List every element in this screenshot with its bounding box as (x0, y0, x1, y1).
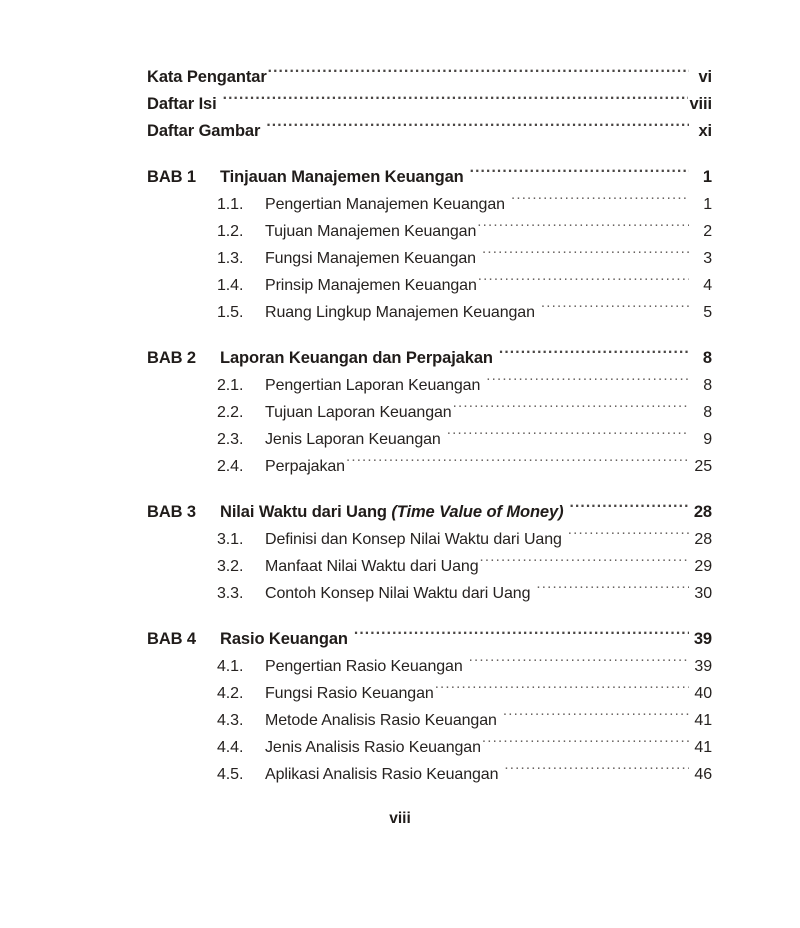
chapter-title (220, 164, 469, 191)
chapter-number: BAB 4 (147, 630, 197, 648)
chapter-page-number: 39 (693, 630, 712, 648)
section-title: Ruang Lingkup Manajemen Keuangan (265, 304, 535, 321)
section-page-number: 5 (703, 304, 712, 321)
front-matter-list (147, 64, 712, 145)
toc-chapter-entry[interactable] (147, 626, 712, 653)
toc-section-entry[interactable] (147, 761, 712, 788)
chapter-title-main: Rasio Keuangan (220, 630, 348, 648)
section-page-number: 40 (694, 685, 712, 702)
chapter-number: BAB 3 (147, 503, 197, 521)
toc-section-entry[interactable] (147, 299, 712, 326)
chapter-group (147, 164, 712, 326)
dot-leader (268, 66, 689, 83)
section-title: Definisi dan Konsep Nilai Waktu dari Uang (265, 531, 562, 548)
chapter-group (147, 345, 712, 480)
section-title: Metode Analisis Rasio Keuangan (265, 712, 497, 729)
chapter-page-number: 28 (693, 503, 712, 521)
dot-leader (504, 763, 689, 779)
toc-section-entry[interactable] (147, 653, 712, 680)
section-title: Contoh Konsep Nilai Waktu dari Uang (265, 585, 531, 602)
dot-leader (486, 374, 689, 390)
section-page-number: 25 (694, 458, 712, 475)
section-title: Fungsi Rasio Keuangan (265, 685, 434, 702)
chapter-title (220, 499, 568, 526)
toc-chapter-entry[interactable] (147, 499, 712, 526)
dot-leader (346, 455, 689, 471)
section-number: 3.2. (217, 558, 244, 575)
toc-section-entry[interactable] (147, 453, 712, 480)
section-page-number: 8 (703, 377, 712, 394)
section-title: Pengertian Rasio Keuangan (265, 658, 463, 675)
dot-leader (354, 628, 689, 645)
chapter-title-main: Tinjauan Manajemen Keuangan (220, 168, 464, 186)
toc-section-entry[interactable] (147, 218, 712, 245)
section-page-number: 46 (694, 766, 712, 783)
section-page-number: 41 (694, 739, 712, 756)
toc-section-entry[interactable] (147, 553, 712, 580)
dot-leader (453, 401, 689, 417)
page-folio: viii (389, 810, 411, 827)
toc-section-entry[interactable] (147, 191, 712, 218)
chapter-page-number: 8 (702, 349, 712, 367)
section-page-number: 28 (694, 531, 712, 548)
dot-leader (482, 736, 689, 752)
section-title: Prinsip Manajemen Keuangan (265, 277, 477, 294)
section-title: Jenis Analisis Rasio Keuangan (265, 739, 481, 756)
toc-section-entry[interactable] (147, 734, 712, 761)
toc-chapter-entry[interactable] (147, 164, 712, 191)
chapter-group (147, 626, 712, 788)
section-page-number: 39 (694, 658, 712, 675)
section-page-number: 9 (703, 431, 712, 448)
toc-section-entry[interactable] (147, 272, 712, 299)
section-number: 1.1. (217, 196, 244, 213)
section-number: 4.1. (217, 658, 244, 675)
front-matter-title: Daftar Gambar (147, 122, 261, 140)
front-matter-page-number: vi (698, 68, 712, 86)
section-title: Aplikasi Analisis Rasio Keuangan (265, 766, 499, 783)
chapter-page-number: 1 (702, 168, 712, 186)
dot-leader (477, 220, 689, 236)
section-number: 2.1. (217, 377, 244, 394)
chapter-number: BAB 1 (147, 168, 197, 186)
front-matter-title: Kata Pengantar (147, 68, 267, 86)
section-number: 1.2. (217, 223, 244, 240)
section-number: 2.3. (217, 431, 244, 448)
section-number: 2.2. (217, 404, 244, 421)
toc-section-entry[interactable] (147, 245, 712, 272)
section-number: 4.2. (217, 685, 244, 702)
section-title: Jenis Laporan Keuangan (265, 431, 441, 448)
dot-leader (541, 301, 689, 317)
toc-front-matter-entry[interactable] (147, 118, 712, 145)
section-title: Perpajakan (265, 458, 345, 475)
section-number: 1.5. (217, 304, 244, 321)
dot-leader (447, 428, 689, 444)
toc-section-entry[interactable] (147, 707, 712, 734)
chapter-number: BAB 2 (147, 349, 197, 367)
chapter-list (147, 164, 712, 788)
chapter-title-main: Nilai Waktu dari Uang (220, 503, 392, 521)
dot-leader (569, 501, 689, 518)
chapter-title (220, 345, 498, 372)
toc-front-matter-entry[interactable] (147, 91, 712, 118)
dot-leader (482, 247, 689, 263)
toc-chapter-entry[interactable] (147, 345, 712, 372)
toc-section-entry[interactable] (147, 526, 712, 553)
dot-leader (536, 582, 689, 598)
section-page-number: 4 (703, 277, 712, 294)
toc-section-entry[interactable] (147, 399, 712, 426)
dot-leader (499, 347, 689, 364)
section-title: Tujuan Laporan Keuangan (265, 404, 452, 421)
chapter-group (147, 499, 712, 607)
dot-leader (435, 682, 689, 698)
section-page-number: 30 (694, 585, 712, 602)
chapter-title (220, 626, 353, 653)
dot-leader (568, 528, 689, 544)
section-title: Manfaat Nilai Waktu dari Uang (265, 558, 479, 575)
section-number: 3.3. (217, 585, 244, 602)
section-page-number: 3 (703, 250, 712, 267)
front-matter-page-number: viii (689, 95, 712, 113)
dot-leader (503, 709, 689, 725)
dot-leader (511, 193, 689, 209)
section-number: 4.3. (217, 712, 244, 729)
section-number: 2.4. (217, 458, 244, 475)
toc-front-matter-entry[interactable] (147, 64, 712, 91)
section-title: Fungsi Manajemen Keuangan (265, 250, 476, 267)
front-matter-title: Daftar Isi (147, 95, 217, 113)
section-page-number: 1 (703, 196, 712, 213)
section-page-number: 29 (694, 558, 712, 575)
dot-leader (266, 120, 689, 137)
section-number: 4.5. (217, 766, 244, 783)
dot-leader (469, 655, 689, 671)
toc-section-entry[interactable] (147, 372, 712, 399)
section-number: 1.3. (217, 250, 244, 267)
section-title: Pengertian Manajemen Keuangan (265, 196, 505, 213)
dot-leader (478, 274, 689, 290)
section-page-number: 8 (703, 404, 712, 421)
dot-leader (470, 166, 689, 183)
section-number: 1.4. (217, 277, 244, 294)
section-number: 3.1. (217, 531, 244, 548)
section-page-number: 2 (703, 223, 712, 240)
dot-leader (223, 93, 689, 110)
dot-leader (480, 555, 690, 571)
table-of-contents (147, 64, 712, 788)
section-page-number: 41 (694, 712, 712, 729)
section-number: 4.4. (217, 739, 244, 756)
toc-section-entry[interactable] (147, 680, 712, 707)
toc-section-entry[interactable] (147, 426, 712, 453)
section-title: Pengertian Laporan Keuangan (265, 377, 481, 394)
front-matter-page-number: xi (698, 122, 712, 140)
section-title: Tujuan Manajemen Keuangan (265, 223, 477, 240)
chapter-title-italic: (Time Value of Money) (391, 503, 564, 521)
toc-section-entry[interactable] (147, 580, 712, 607)
chapter-title-main: Laporan Keuangan dan Perpajakan (220, 349, 493, 367)
